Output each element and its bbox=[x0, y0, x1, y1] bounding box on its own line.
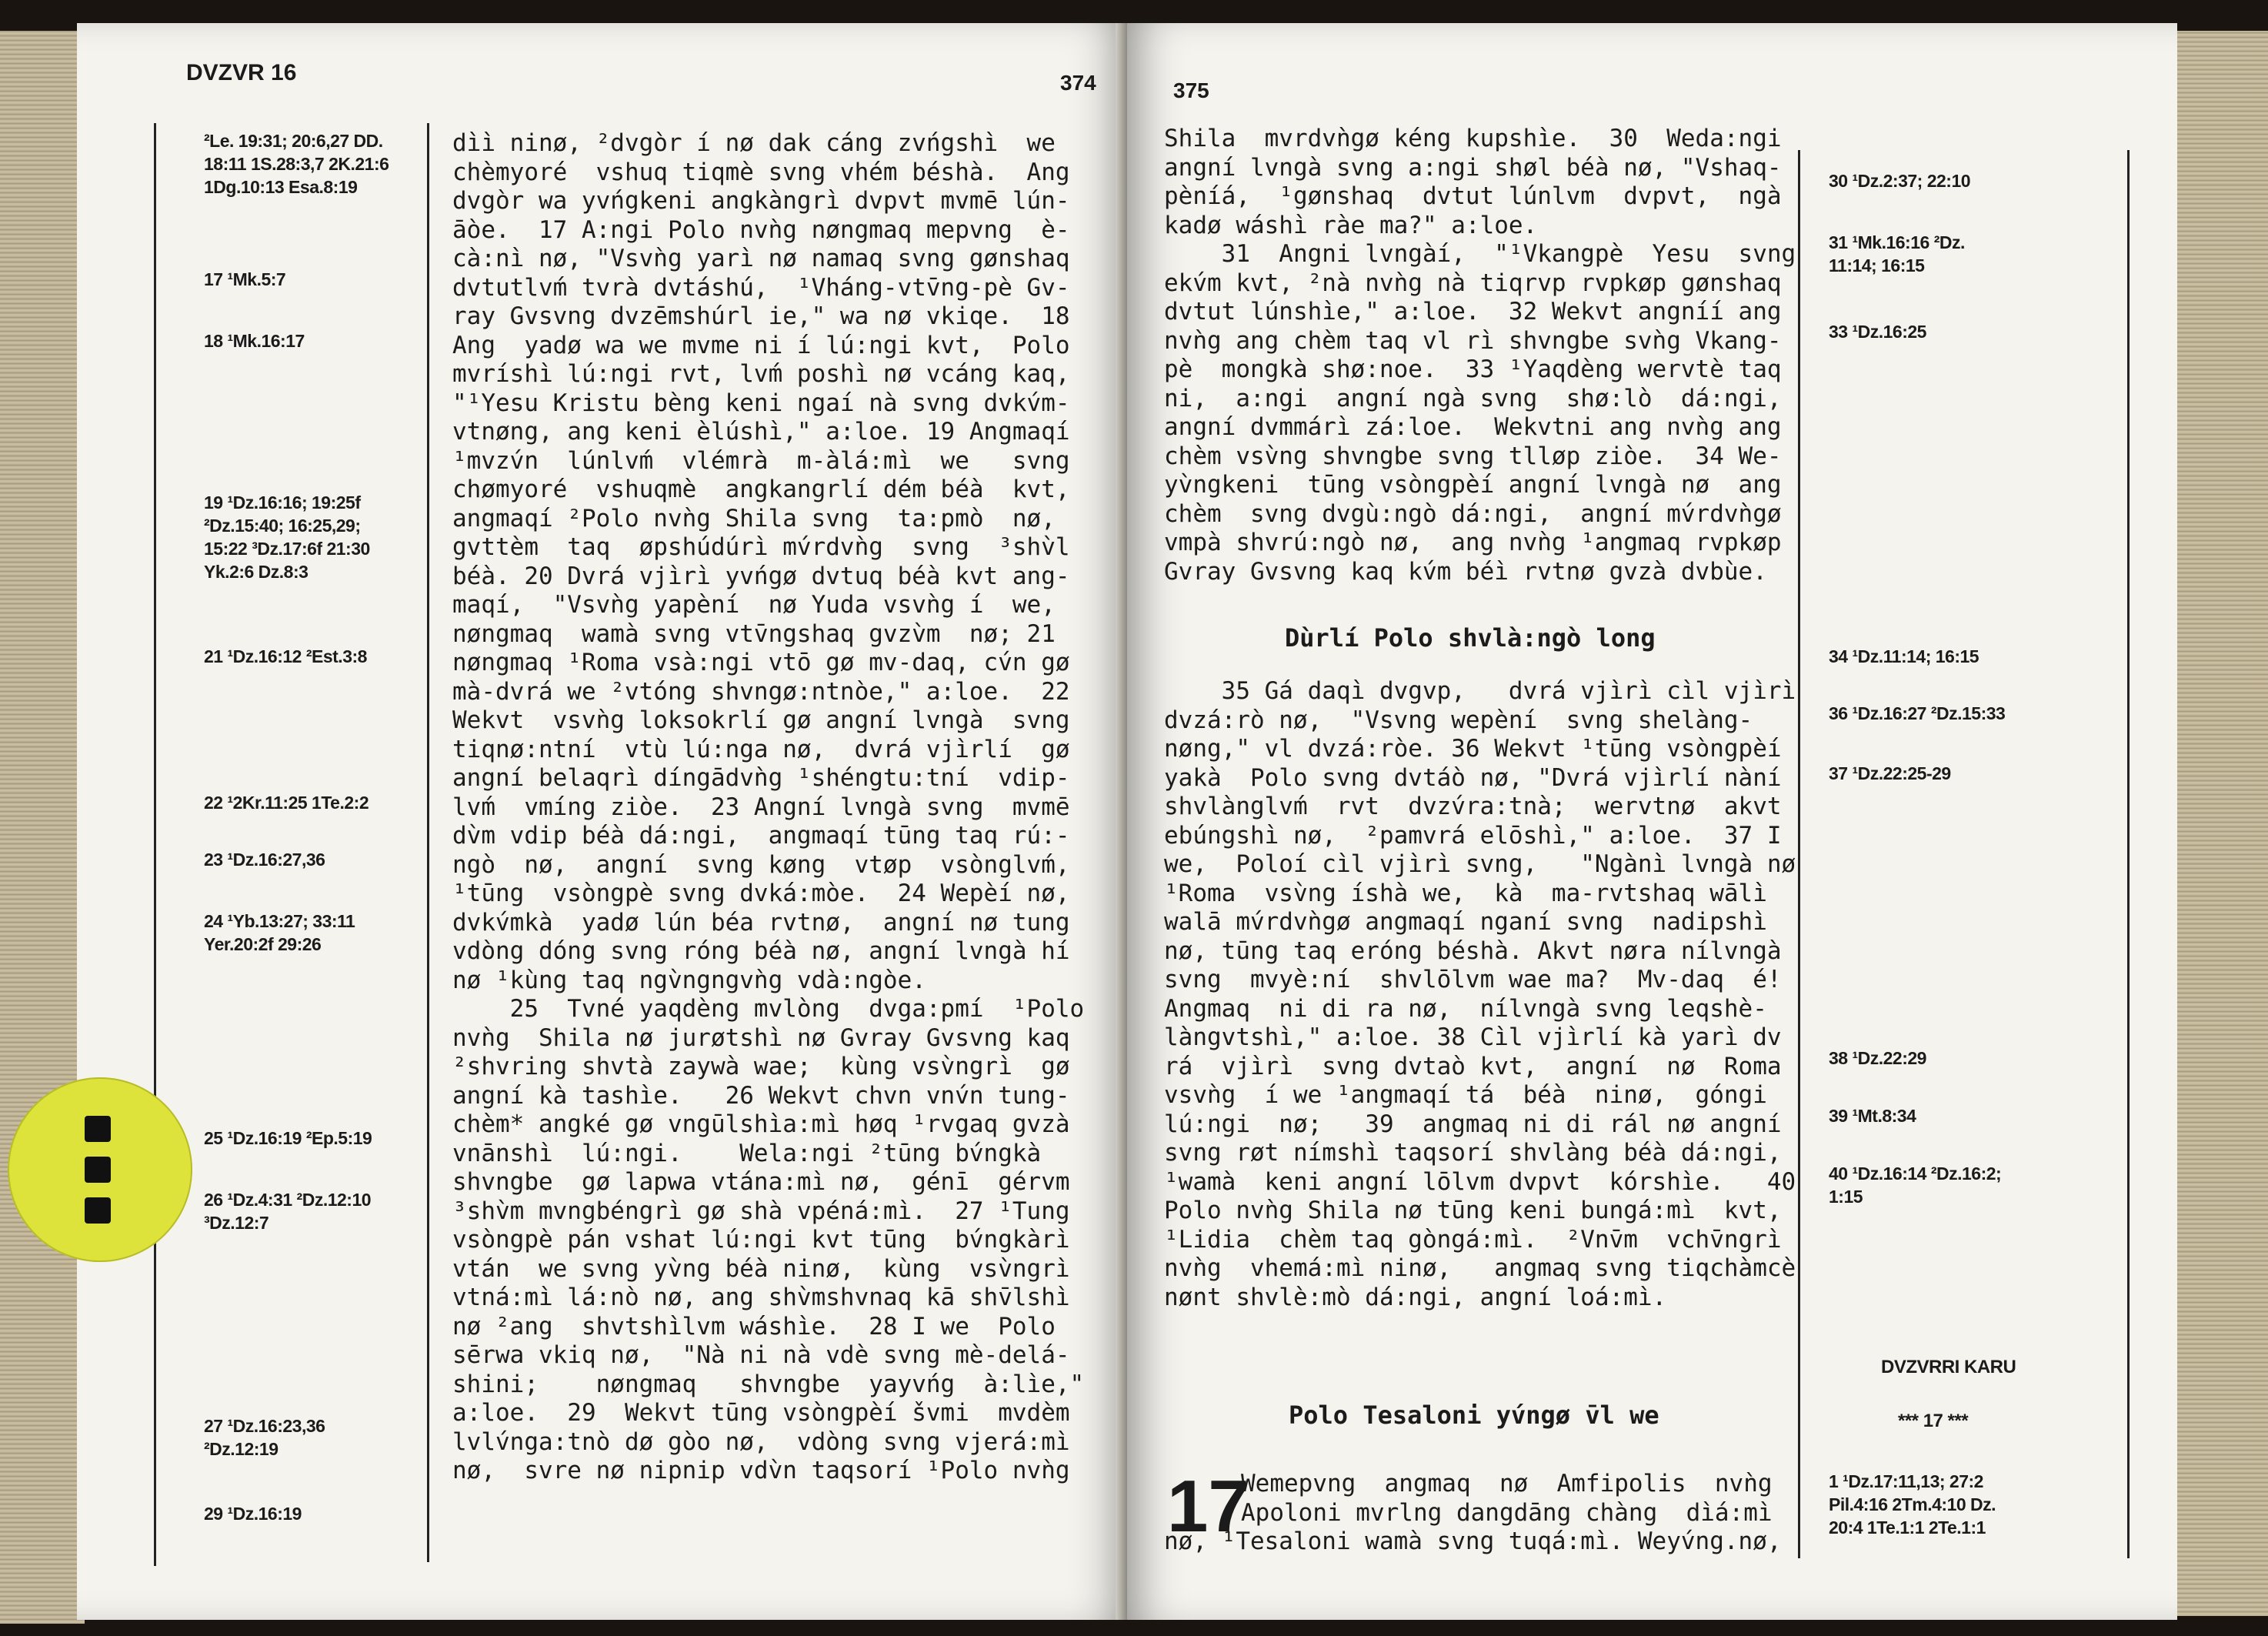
text-line: dvgòr wa yvńgkeni angkàngrì dvpvt mvmē lún- bbox=[452, 187, 1070, 215]
text-line: ngò nø, angní svng køng vtøp vsònglvḿ, bbox=[452, 850, 1070, 879]
index-tab-marker bbox=[8, 1077, 192, 1262]
text-line: vsvǹg í we ¹angmaqí tá béà ninø, góngi bbox=[1164, 1081, 1767, 1109]
text-line: we, Poloí cìl vjìrì svng, "Ngànì lvngà nø bbox=[1164, 850, 1796, 878]
reference-note: 34 ¹Dz.11:14; 16:15 bbox=[1829, 646, 1979, 666]
reference-note: 29 ¹Dz.16:19 bbox=[204, 1504, 302, 1524]
summary-references: 1 ¹Dz.17:11,13; 27:2 Pil.4:16 2Tm.4:10 Dz. 20:4 1Te.1:1 2Te.1:1 bbox=[1829, 1471, 1996, 1538]
text-line: ¹tūng vsòngpè svng dvká:mòe. 24 Wepèí nø, bbox=[452, 880, 1070, 907]
text-line: chèmyoré vshuq tiqmè svng vhém béshà. Ang bbox=[452, 158, 1070, 186]
body-text-right-middle bbox=[1164, 677, 1796, 1312]
text-line: tiqnø:ntní vtù lú:nga nø, dvrá vjìrlí gø bbox=[452, 735, 1070, 763]
text-line: nvǹg vhemá:mì ninø, angmaq svng tiqchàmcè bbox=[1164, 1254, 1796, 1282]
text-line: nøng," vl dvzá:ròe. 36 Wekvt ¹tūng vsòngpèí bbox=[1164, 735, 1782, 763]
text-line: vmpà shvrú:ngò nø, ang nvǹg ¹angmaq rvpkøp bbox=[1164, 529, 1782, 556]
reference-note: 23 ¹Dz.16:27,36 bbox=[204, 850, 325, 870]
text-line: vtná:mì lá:nò nø, ang shv̀mshvnaq kā shv̄lshì bbox=[452, 1284, 1070, 1311]
reference-note: ²Le. 19:31; 20:6,27 DD. 18:11 1S.28:3,7 2K.21:6 1Dg.10:13 Esa.8:19 bbox=[204, 131, 389, 197]
text-line: pè mongkà shø:noe. 33 ¹Yaqdèng wervtè taq bbox=[1164, 356, 1782, 383]
summary-heading: DVZVRRI KARU bbox=[1881, 1357, 2016, 1377]
text-line: Apoloni mvrlng dangdāng chàng dìá:mì bbox=[1241, 1498, 1773, 1527]
text-line: chèm vsv̀ng shvngbe svng tlløp ziòe. 34 We- bbox=[1164, 442, 1782, 470]
text-line: walā mv́rdvǹgø angmaqí nganí svng nadipshì bbox=[1164, 908, 1767, 936]
text-line: chèm svng dvgù:ngò dá:ngi, angní mv́rdvǹgø bbox=[1164, 499, 1782, 528]
text-line: shini; nøngmaq shvngbe yayvńg à:lìe," bbox=[452, 1370, 1085, 1398]
text-line: sērwa vkiq nø, "Nà ni nà vdè svng mè-delá- bbox=[452, 1341, 1070, 1369]
text-line: Wemepvng angmaq nø Amfipolis nvǹg bbox=[1241, 1470, 1773, 1497]
text-line: nø, tūng taq eróng béshà. Akvt nøra nílvngà bbox=[1164, 937, 1782, 965]
text-line: āòe. 17 A:ngi Polo nvǹg nøngmaq mepvng è- bbox=[452, 215, 1070, 244]
reference-column-right bbox=[1829, 169, 2121, 1554]
text-line: yakà Polo svng dvtáò nø, "Dvrá vjìrlí nàní bbox=[1164, 763, 1782, 792]
text-line: béà. 20 Dvrá vjìrì yvńgø dvtuq béà kvt ang- bbox=[452, 562, 1070, 590]
text-line: vnānshì lú:ngi. Wela:ngi ²tūng bv́ngkà bbox=[452, 1139, 1042, 1167]
text-line: a:loe. 29 Wekvt tūng vsòngpèí švmi mvdèm bbox=[452, 1399, 1070, 1427]
text-line: kadø wáshì ràe ma?" a:loe. bbox=[1164, 211, 1538, 239]
reference-note: 19 ¹Dz.16:16; 19:25f ²Dz.15:40; 16:25,29; 15:22 ³Dz.17:6f 21:30 Yk.2:6 Dz.8:3 bbox=[204, 492, 370, 582]
text-line: 31 Angni lvngàí, "¹Vkangpè Yesu svng bbox=[1164, 240, 1796, 268]
reference-note: 37 ¹Dz.22:25-29 bbox=[1829, 763, 1951, 783]
text-line: ni, a:ngi angní ngà svng shø:lò dá:ngi, bbox=[1164, 384, 1782, 412]
body-text-right-top bbox=[1164, 125, 1796, 586]
right-page bbox=[1127, 23, 2177, 1620]
text-line: 25 Tvné yaqdèng mvlòng dvga:pmí ¹Polo bbox=[452, 995, 1085, 1023]
page-number-left: 374 bbox=[1060, 71, 1096, 95]
text-line: ray Gvsvng dvzēmshúrl ie," wa nø vkiqe. 18 bbox=[452, 302, 1070, 330]
text-line: shvlànglvḿ rvt dvzv́ra:tnà; wervtnø akvt bbox=[1164, 793, 1782, 820]
text-line: nøngmaq ¹Roma vsà:ngi vtō gø mv-daq, cv́n gø bbox=[452, 649, 1070, 676]
text-line: ekv́m kvt, ²nà nvǹg nà tiqrvp rvpkøp gønshaq bbox=[1164, 269, 1782, 297]
text-line: yv̀ngkeni tūng vsòngpèí angní lvngà nø ang bbox=[1164, 471, 1782, 499]
text-line: nø ²ang shvtshìlvm wáshìe. 28 I we Polo bbox=[452, 1312, 1056, 1341]
text-line: Polo nvǹg Shila nø tūng keni bungá:mì kvt, bbox=[1164, 1197, 1782, 1224]
reference-note: 24 ¹Yb.13:27; 33:11 Yer.20:2f 29:26 bbox=[204, 911, 355, 954]
text-line: lú:ngi nø; 39 angmaq ni di rál nø angní bbox=[1164, 1110, 1782, 1138]
column-rule-inner bbox=[427, 123, 429, 1562]
text-line: Ang yadø wa we mvme ni í lú:ngi kvt, Polo bbox=[452, 331, 1070, 359]
text-line: chèm* angké gø vngūlshìa:mì høq ¹rvgaq gvzà bbox=[452, 1110, 1070, 1138]
text-line: ¹wamà keni angní lōlvm dvpvt kórshìe. 40 bbox=[1164, 1167, 1796, 1196]
reference-note: 38 ¹Dz.22:29 bbox=[1829, 1048, 1926, 1068]
text-line: rá vjìrì svng dvtaò kvt, angní nø Roma bbox=[1164, 1052, 1782, 1080]
text-line: cà:nì nø, "Vsvǹg yarì nø namaq svng gønshaq bbox=[452, 245, 1070, 272]
text-line: ²shvring shvtà zaywà wae; kùng vsv̀ngrì gø bbox=[452, 1053, 1070, 1080]
column-rule-outer-right bbox=[2127, 150, 2130, 1558]
reference-note: 40 ¹Dz.16:14 ²Dz.16:2; 1:15 bbox=[1829, 1164, 2002, 1207]
text-line: nø, svre nø nipnip vdv̀n taqsorí ¹Polo nvǹg bbox=[452, 1457, 1070, 1484]
text-line: ³shv̀m mvngbéngrì gø shà vpéná:mì. 27 ¹Tung bbox=[452, 1197, 1070, 1225]
text-line: nvǹg ang chèm taq vl rì shvngbe svǹg Vkang- bbox=[1164, 326, 1782, 355]
reference-note: 31 ¹Mk.16:16 ²Dz. 11:14; 16:15 bbox=[1829, 232, 1965, 275]
text-line: vtnøng, ang keni èlúshì," a:loe. 19 Angmaqí bbox=[452, 418, 1070, 446]
page-number-right: 375 bbox=[1173, 78, 1209, 102]
text-line: ebúngshì nø, ²pamvrá elōshì," a:loe. 37 I bbox=[1164, 821, 1782, 850]
chapter-opening-tail: nø, ¹Tesaloni wamà svng tuqá:mì. Weyv́ng.nø, bbox=[1164, 1527, 1782, 1555]
column-rule-inner-right bbox=[1798, 150, 1800, 1558]
chapter-opening-text bbox=[1241, 1470, 1773, 1527]
column-rule-outer bbox=[154, 123, 156, 1566]
text-line: ¹mvzv́n lúnlvḿ vlémrà m-àlá:mì we svng bbox=[452, 446, 1070, 475]
left-page bbox=[77, 23, 1127, 1620]
text-line: pèníá, ¹gønshaq dvtut lúnlvm dvpvt, ngà bbox=[1164, 182, 1782, 210]
reference-note: 18 ¹Mk.16:17 bbox=[204, 331, 305, 351]
text-line: nø ¹kùng taq ngv̀ngngvǹg vdà:ngòe. bbox=[452, 966, 926, 994]
text-line: vdòng dóng svng róng béà nø, angní lvngà hí bbox=[452, 937, 1070, 965]
text-line: Wekvt vsvǹg loksokrlí gø angní lvngà svng bbox=[452, 706, 1070, 734]
reference-note: 25 ¹Dz.16:19 ²Ep.5:19 bbox=[204, 1128, 372, 1148]
text-line: nønt shvlè:mò dá:ngi, angní loá:mì. bbox=[1164, 1283, 1667, 1311]
text-line: 35 Gá daqì dvgvp, dvrá vjìrì cìl vjìrì bbox=[1164, 677, 1796, 705]
text-line: dìì ninø, ²dvgòr í nø dak cáng zvńgshì we bbox=[452, 129, 1056, 157]
reference-note: 26 ¹Dz.4:31 ²Dz.12:10 ³Dz.12:7 bbox=[204, 1190, 372, 1233]
text-line: ¹Lidia chèm taq gòngá:mì. ²Vnv̄m vchv̄ngrì bbox=[1164, 1225, 1782, 1254]
text-line: dvzá:rò nø, "Vsvng wepèní svng shelàng- bbox=[1164, 706, 1753, 734]
text-line: maqí, "Vsvǹg yapèní nø Yuda vsvǹg í we, bbox=[452, 591, 1056, 619]
text-line: nvǹg Shila nø jurøtshì nø Gvray Gvsvng kaq bbox=[452, 1023, 1070, 1052]
text-line: dv̀m vdip béà dá:ngi, angmaqí tūng taq rú:- bbox=[452, 822, 1070, 850]
text-line: ¹Roma vsv̀ng íshà we, kà ma-rvtshaq wālì bbox=[1164, 879, 1767, 907]
reference-note: 17 ¹Mk.5:7 bbox=[204, 269, 286, 289]
reference-note: 33 ¹Dz.16:25 bbox=[1829, 322, 1926, 342]
body-text-left bbox=[452, 129, 1084, 1486]
text-line: angní kà tashìe. 26 Wekvt chvn vnv́n tung- bbox=[452, 1081, 1070, 1110]
reference-note: 39 ¹Mt.8:34 bbox=[1829, 1106, 1916, 1126]
text-line: lvlv́nga:tnò dø gòo nø, vdòng svng vjerá:mì bbox=[452, 1427, 1070, 1456]
text-line: "¹Yesu Kristu bèng keni ngaí nà svng dvkv́m- bbox=[452, 389, 1070, 417]
reference-note: 21 ¹Dz.16:12 ²Est.3:8 bbox=[204, 646, 367, 666]
text-line: vtán we svng yv̀ng béà ninø, kùng vsv̀ngrì bbox=[452, 1254, 1070, 1283]
text-line: Shila mvrdvǹgø kéng kupshìe. 30 Weda:ngi bbox=[1164, 125, 1782, 152]
running-head: DVZVR 16 bbox=[186, 60, 297, 85]
summary-chapter-mark: *** 17 *** bbox=[1898, 1411, 1969, 1431]
text-line: vsòngpè pán vshat lú:ngi kvt tūng bv́ngkàrì bbox=[452, 1226, 1070, 1254]
text-line: angní dvmmárì zá:loe. Wekvtni ang nvǹg ang bbox=[1164, 413, 1782, 441]
text-line: Gvray Gvsvng kaq kv́m béì rvtnø gvzà dvbùe. bbox=[1164, 557, 1767, 586]
text-line: angní lvngà svng a:ngi shøl béà nø, "Vshaq- bbox=[1164, 153, 1782, 182]
reference-note: 22 ¹2Kr.11:25 1Te.2:2 bbox=[204, 793, 369, 813]
text-line: dvtut lúnshìe," a:loe. 32 Wekvt angníí ang bbox=[1164, 298, 1782, 326]
text-line: shvngbe gø lapwa vtána:mì nø, génī gérvm bbox=[452, 1168, 1070, 1196]
text-line: lvḿ vmíng ziòe. 23 Angní lvngà svng mvmē bbox=[452, 793, 1070, 821]
text-line: svng røt nímshì taqsorí shvlàng béà dá:ngi, bbox=[1164, 1139, 1782, 1167]
text-line: dvkv́mkà yadø lún béa rvtnø, angní nø tung bbox=[452, 908, 1070, 937]
reference-note: 30 ¹Dz.2:37; 22:10 bbox=[1829, 171, 1971, 191]
chapter-number: 17 bbox=[1167, 1465, 1249, 1548]
reference-note: 36 ¹Dz.16:27 ²Dz.15:33 bbox=[1829, 703, 2006, 723]
text-line: angní belaqrì díngādvǹg ¹shéngtu:tní vdip- bbox=[452, 764, 1070, 792]
text-line: dvtutlvḿ tvrà dvtáshú, ¹Vháng-vtv̄ng-pè Gv- bbox=[452, 273, 1070, 302]
section-heading: Dùrlí Polo shvlà:ngò long bbox=[1285, 623, 1656, 653]
reference-column-left bbox=[204, 123, 419, 1585]
book-page-edges-right bbox=[2176, 31, 2268, 1616]
text-line: Angmaq ni di ra nø, nílvngà svng leqshè- bbox=[1164, 994, 1767, 1023]
text-line: mà-dvrá we ²vtóng shvngø:ntnòe," a:loe. 22 bbox=[452, 677, 1070, 706]
text-line: angmaqí ²Polo nvǹg Shila svng ta:pmò nø, bbox=[452, 504, 1056, 533]
text-line: mvríshì lú:ngi rvt, lvḿ poshì nø vcáng kaq, bbox=[452, 360, 1070, 388]
section-heading: Polo Tesaloni yv́ngø v̄l we bbox=[1289, 1401, 1659, 1430]
text-line: nøngmaq wamà svng vtv̄ngshaq gvzv̀m nø; 21 bbox=[452, 619, 1056, 648]
text-line: làngvtshì," a:loe. 38 Cìl vjìrlí kà yarì dv bbox=[1164, 1023, 1782, 1051]
text-line: chømyoré vshuqmè angkangrlí dém béà kvt, bbox=[452, 476, 1070, 503]
text-line: gvttèm taq øpshúdúrì mv́rdvǹg svng ³shv̀l bbox=[452, 533, 1070, 561]
reference-note: 27 ¹Dz.16:23,36 ²Dz.12:19 bbox=[204, 1416, 325, 1459]
text-line: svng mvyè:ní shvlōlvm wae ma? Mv-daq é! bbox=[1164, 966, 1782, 993]
book-page-edges-left bbox=[0, 31, 85, 1624]
